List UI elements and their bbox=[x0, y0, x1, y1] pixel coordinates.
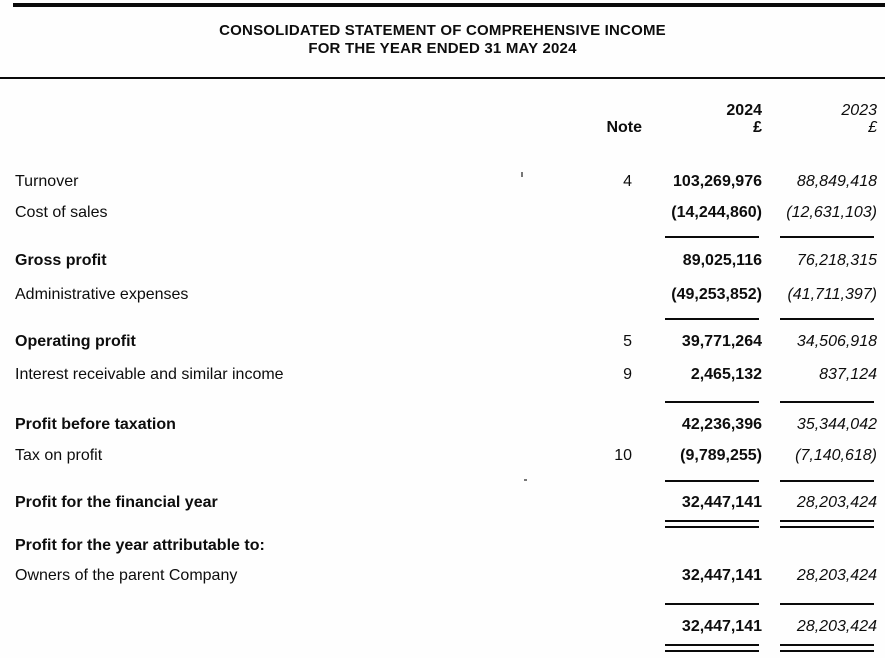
subtotal-rule-row bbox=[0, 401, 885, 403]
row-turnover bbox=[0, 172, 885, 192]
row-profit-for-financial-year bbox=[0, 493, 885, 513]
row-label: Operating profit bbox=[15, 333, 136, 350]
row-label: Turnover bbox=[15, 173, 79, 190]
double-rule-2024 bbox=[665, 520, 759, 528]
single-rule-2024 bbox=[665, 318, 759, 320]
value-2023: 76,218,315 bbox=[796, 252, 877, 269]
value-2023: 28,203,424 bbox=[796, 494, 877, 511]
total-rule-row bbox=[0, 520, 885, 528]
value-2023: 837,124 bbox=[819, 366, 877, 383]
title-underline-rule bbox=[0, 77, 885, 79]
top-border-rule bbox=[13, 3, 885, 7]
row-label: Tax on profit bbox=[15, 447, 103, 464]
value-2023: (12,631,103) bbox=[786, 204, 877, 221]
single-rule-2023 bbox=[780, 236, 874, 238]
value-2023: (7,140,618) bbox=[795, 447, 877, 464]
value-2024: 32,447,141 bbox=[681, 618, 762, 635]
row-administrative-expenses bbox=[0, 285, 885, 305]
row-profit-before-taxation bbox=[0, 415, 885, 435]
note-ref: 10 bbox=[614, 447, 632, 464]
single-rule-2024 bbox=[665, 603, 759, 605]
subtotal-rule-row bbox=[0, 236, 885, 238]
currency-header-2023: £ bbox=[868, 119, 877, 136]
double-rule-2023 bbox=[780, 644, 874, 652]
double-rule-2023 bbox=[780, 520, 874, 528]
value-2024: 89,025,116 bbox=[682, 252, 762, 269]
row-label: Profit for the financial year bbox=[15, 494, 218, 511]
row-gross-profit bbox=[0, 251, 885, 271]
row-attributable-total bbox=[0, 617, 885, 637]
value-2024: 32,447,141 bbox=[681, 567, 762, 584]
value-2024: 32,447,141 bbox=[681, 494, 762, 511]
subtotal-rule-row bbox=[0, 318, 885, 320]
value-2023: 28,203,424 bbox=[796, 618, 877, 635]
note-ref: 9 bbox=[623, 366, 632, 383]
value-2024: 39,771,264 bbox=[681, 333, 762, 350]
scan-artifact bbox=[521, 172, 523, 177]
value-2024: (9,789,255) bbox=[680, 447, 762, 464]
single-rule-2024 bbox=[665, 401, 759, 403]
page-title bbox=[0, 22, 885, 58]
row-attributable-heading bbox=[0, 536, 885, 556]
column-header-units bbox=[0, 118, 885, 138]
single-rule-2024 bbox=[665, 236, 759, 238]
title-line-1: CONSOLIDATED STATEMENT OF COMPREHENSIVE INCOME bbox=[219, 22, 666, 39]
value-2024: 103,269,976 bbox=[673, 173, 762, 190]
column-header-2024: 2024 bbox=[726, 102, 762, 119]
single-rule-2023 bbox=[780, 480, 874, 482]
row-owners-of-parent bbox=[0, 566, 885, 586]
column-header-note: Note bbox=[606, 119, 642, 136]
value-2023: 34,506,918 bbox=[796, 333, 877, 350]
single-rule-2024 bbox=[665, 480, 759, 482]
row-tax-on-profit bbox=[0, 446, 885, 466]
single-rule-2023 bbox=[780, 318, 874, 320]
value-2024: 42,236,396 bbox=[681, 416, 762, 433]
column-header-2023: 2023 bbox=[841, 102, 877, 119]
subtotal-rule-row bbox=[0, 603, 885, 605]
row-label: Cost of sales bbox=[15, 204, 108, 221]
value-2024: (14,244,860) bbox=[671, 204, 762, 221]
row-label: Interest receivable and similar income bbox=[15, 366, 284, 383]
single-rule-2023 bbox=[780, 603, 874, 605]
row-label: Administrative expenses bbox=[15, 286, 189, 303]
subtotal-rule-row bbox=[0, 480, 885, 482]
value-2024: (49,253,852) bbox=[671, 286, 762, 303]
row-label: Gross profit bbox=[15, 252, 107, 269]
row-label: Profit before taxation bbox=[15, 416, 176, 433]
row-label: Profit for the year attributable to: bbox=[15, 537, 265, 554]
note-ref: 5 bbox=[623, 333, 632, 350]
note-ref: 4 bbox=[623, 173, 632, 190]
row-operating-profit bbox=[0, 332, 885, 352]
single-rule-2023 bbox=[780, 401, 874, 403]
row-interest-receivable bbox=[0, 365, 885, 385]
value-2023: (41,711,397) bbox=[787, 286, 877, 303]
row-cost-of-sales bbox=[0, 203, 885, 223]
total-rule-row bbox=[0, 644, 885, 652]
double-rule-2024 bbox=[665, 644, 759, 652]
value-2023: 28,203,424 bbox=[796, 567, 877, 584]
value-2023: 35,344,042 bbox=[796, 416, 877, 433]
value-2024: 2,465,132 bbox=[690, 366, 762, 383]
title-line-2: FOR THE YEAR ENDED 31 MAY 2024 bbox=[308, 40, 577, 57]
value-2023: 88,849,418 bbox=[796, 173, 877, 190]
row-label: Owners of the parent Company bbox=[15, 567, 238, 584]
currency-header-2024: £ bbox=[753, 119, 762, 136]
scan-artifact bbox=[524, 479, 527, 481]
